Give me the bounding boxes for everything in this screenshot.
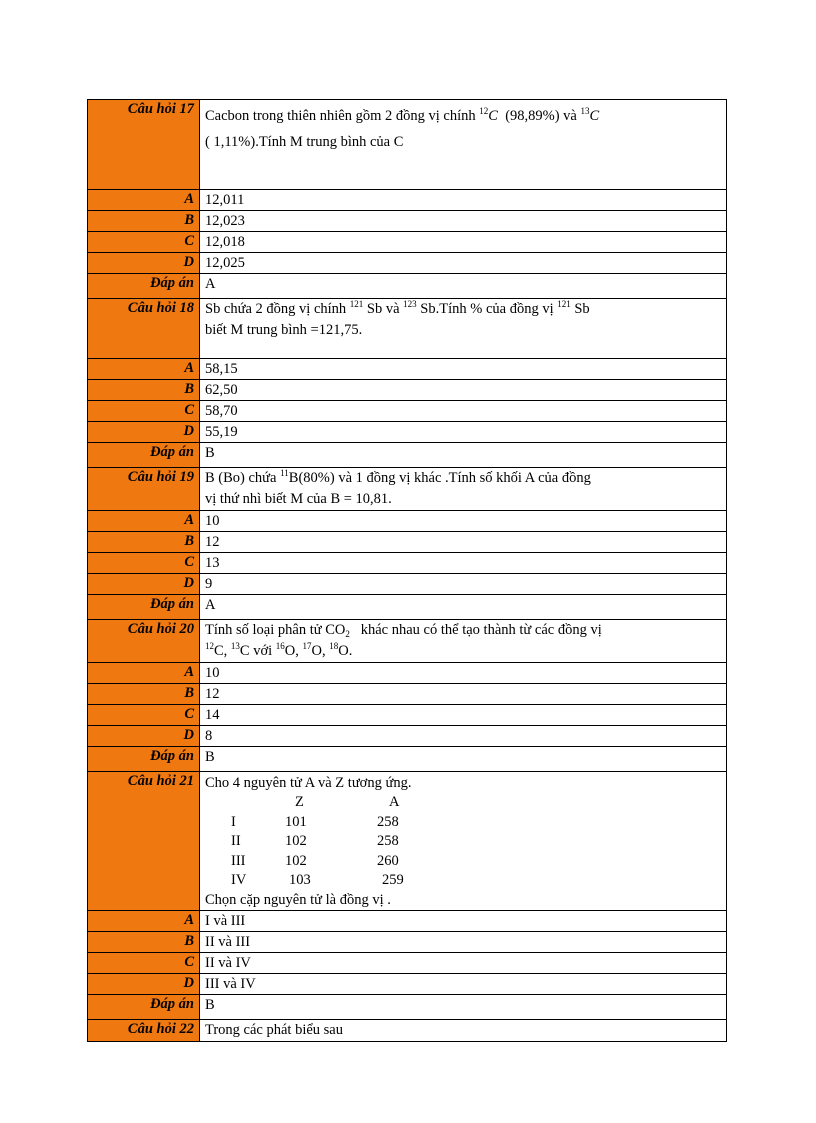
subscript: 2 bbox=[345, 629, 350, 639]
option-label: A bbox=[88, 359, 200, 380]
option-label: A bbox=[88, 190, 200, 211]
isotope-grid bbox=[205, 793, 721, 891]
option-label: A bbox=[88, 663, 200, 684]
option-text: 14 bbox=[200, 705, 727, 726]
question-label: Câu hỏi 20 bbox=[88, 620, 200, 663]
option-row bbox=[88, 511, 727, 532]
question-label: Câu hỏi 22 bbox=[88, 1019, 200, 1041]
option-label: C bbox=[88, 952, 200, 973]
atom-a: 258 bbox=[377, 833, 399, 849]
option-label: C bbox=[88, 232, 200, 253]
option-row bbox=[88, 973, 727, 994]
answer-value: A bbox=[200, 274, 727, 299]
option-text: 12,025 bbox=[200, 253, 727, 274]
question-text bbox=[200, 620, 727, 663]
option-row bbox=[88, 401, 727, 422]
atom-name: II bbox=[231, 833, 241, 849]
option-row bbox=[88, 211, 727, 232]
mass-number: 123 bbox=[403, 299, 417, 309]
option-text: 58,15 bbox=[200, 359, 727, 380]
answer-label: Đáp án bbox=[88, 443, 200, 468]
answer-row bbox=[88, 595, 727, 620]
option-text: II và III bbox=[200, 931, 727, 952]
option-label: D bbox=[88, 422, 200, 443]
question-text bbox=[200, 100, 727, 190]
atom-z: 101 bbox=[285, 813, 307, 830]
text-part: O, bbox=[284, 643, 303, 659]
option-text: 12 bbox=[200, 532, 727, 553]
answer-value: B bbox=[200, 994, 727, 1019]
text-line: Chọn cặp nguyên tử là đồng vị . bbox=[205, 891, 391, 908]
atom-a: 260 bbox=[377, 852, 399, 869]
option-row bbox=[88, 952, 727, 973]
option-text: II và IV bbox=[200, 952, 727, 973]
atom-name: I bbox=[231, 813, 236, 830]
text-line: ( 1,11%).Tính M trung bình của C bbox=[205, 134, 404, 150]
option-text: 55,19 bbox=[200, 422, 727, 443]
mass-number: 11 bbox=[280, 468, 289, 478]
text-part: C, bbox=[214, 643, 231, 659]
option-label: D bbox=[88, 973, 200, 994]
atom-a: 258 bbox=[377, 813, 399, 830]
text-line: vị thứ nhì biết M của B = 10,81. bbox=[205, 491, 392, 507]
option-text: 12,023 bbox=[200, 211, 727, 232]
text-part: (98,89%) và bbox=[497, 108, 581, 124]
answer-label: Đáp án bbox=[88, 595, 200, 620]
option-text: 12 bbox=[200, 684, 727, 705]
answer-value: B bbox=[200, 747, 727, 772]
text-part: Sb và bbox=[363, 301, 404, 317]
option-label: D bbox=[88, 574, 200, 595]
answer-value: A bbox=[200, 595, 727, 620]
option-label: D bbox=[88, 726, 200, 747]
mass-number: 18 bbox=[329, 641, 339, 651]
option-text: 13 bbox=[200, 553, 727, 574]
text-part: Cacbon trong thiên nhiên gồm 2 đồng vị chính bbox=[205, 108, 480, 124]
option-label: B bbox=[88, 380, 200, 401]
option-text: 10 bbox=[200, 511, 727, 532]
question-row bbox=[88, 1019, 727, 1041]
question-label: Câu hỏi 19 bbox=[88, 468, 200, 511]
option-row bbox=[88, 684, 727, 705]
text-part: B (Bo) chứa bbox=[205, 470, 281, 486]
question-text: Trong các phát biểu sau bbox=[200, 1019, 727, 1041]
question-label: Câu hỏi 21 bbox=[88, 772, 200, 911]
option-text: 8 bbox=[200, 726, 727, 747]
text-part: C với bbox=[239, 643, 276, 659]
atom-z: 102 bbox=[285, 852, 307, 869]
mass-number: 17 bbox=[302, 641, 312, 651]
option-row bbox=[88, 931, 727, 952]
option-label: C bbox=[88, 705, 200, 726]
answer-row bbox=[88, 747, 727, 772]
column-header-z: Z bbox=[295, 794, 304, 810]
atom-name: IV bbox=[231, 872, 247, 888]
question-text bbox=[200, 299, 727, 359]
text-part: O, bbox=[311, 643, 330, 659]
option-text: 58,70 bbox=[200, 401, 727, 422]
option-row bbox=[88, 705, 727, 726]
question-row bbox=[88, 299, 727, 359]
answer-value: B bbox=[200, 443, 727, 468]
text-part: Sb bbox=[570, 301, 590, 317]
option-label: B bbox=[88, 684, 200, 705]
question-row bbox=[88, 620, 727, 663]
atom-a: 259 bbox=[382, 872, 404, 888]
option-text: III và IV bbox=[200, 973, 727, 994]
option-label: C bbox=[88, 553, 200, 574]
element-symbol: C bbox=[589, 108, 600, 124]
mass-number: 13 bbox=[230, 641, 240, 651]
mass-number: 16 bbox=[275, 641, 285, 651]
text-part: Sb.Tính % của đồng vị bbox=[416, 301, 558, 317]
option-row bbox=[88, 532, 727, 553]
question-row bbox=[88, 468, 727, 511]
option-row bbox=[88, 663, 727, 684]
atom-name: III bbox=[231, 852, 246, 869]
answer-row bbox=[88, 274, 727, 299]
answer-label: Đáp án bbox=[88, 747, 200, 772]
mass-number: 121 bbox=[349, 299, 364, 309]
option-row bbox=[88, 574, 727, 595]
option-row bbox=[88, 232, 727, 253]
text-line: biết M trung bình =121,75. bbox=[205, 322, 363, 338]
option-label: B bbox=[88, 931, 200, 952]
option-label: A bbox=[88, 511, 200, 532]
option-text: 10 bbox=[200, 663, 727, 684]
atom-z: 102 bbox=[285, 833, 307, 849]
option-label: D bbox=[88, 253, 200, 274]
answer-row bbox=[88, 443, 727, 468]
option-row bbox=[88, 253, 727, 274]
answer-label: Đáp án bbox=[88, 274, 200, 299]
option-row bbox=[88, 422, 727, 443]
question-row bbox=[88, 100, 727, 190]
atom-z: 103 bbox=[289, 872, 311, 888]
mass-number: 12 bbox=[479, 106, 489, 116]
option-label: B bbox=[88, 532, 200, 553]
mass-number: 121 bbox=[557, 299, 571, 309]
text-part: Sb chứa 2 đồng vị chính bbox=[205, 301, 350, 317]
text-part: khác nhau có thể tạo thành từ các đồng vị bbox=[349, 622, 602, 638]
option-label: B bbox=[88, 211, 200, 232]
option-row bbox=[88, 190, 727, 211]
option-text: 12,011 bbox=[200, 190, 727, 211]
answer-row bbox=[88, 994, 727, 1019]
option-text: 12,018 bbox=[200, 232, 727, 253]
question-text bbox=[200, 468, 727, 511]
option-row bbox=[88, 553, 727, 574]
question-label: Câu hỏi 18 bbox=[88, 299, 200, 359]
mass-number: 12 bbox=[205, 641, 214, 651]
answer-label: Đáp án bbox=[88, 994, 200, 1019]
text-part: O. bbox=[338, 643, 353, 659]
element-symbol: C bbox=[488, 108, 498, 124]
column-header-a: A bbox=[389, 794, 400, 810]
option-text: 62,50 bbox=[200, 380, 727, 401]
mass-number: 13 bbox=[580, 106, 590, 116]
text-part: Tính số loại phân tử CO bbox=[205, 622, 346, 638]
option-row bbox=[88, 726, 727, 747]
option-label: C bbox=[88, 401, 200, 422]
question-label: Câu hỏi 17 bbox=[88, 100, 200, 190]
option-row bbox=[88, 359, 727, 380]
option-text: I và III bbox=[200, 910, 727, 931]
quiz-table bbox=[87, 99, 727, 1042]
text-part: B(80%) và 1 đồng vị khác .Tính số khối A của đồng bbox=[288, 470, 591, 486]
option-row bbox=[88, 380, 727, 401]
option-label: A bbox=[88, 910, 200, 931]
question-text bbox=[200, 772, 727, 911]
text-line: Cho 4 nguyên tử A và Z tương ứng. bbox=[205, 775, 412, 791]
option-text: 9 bbox=[200, 574, 727, 595]
option-row bbox=[88, 910, 727, 931]
question-row bbox=[88, 772, 727, 911]
